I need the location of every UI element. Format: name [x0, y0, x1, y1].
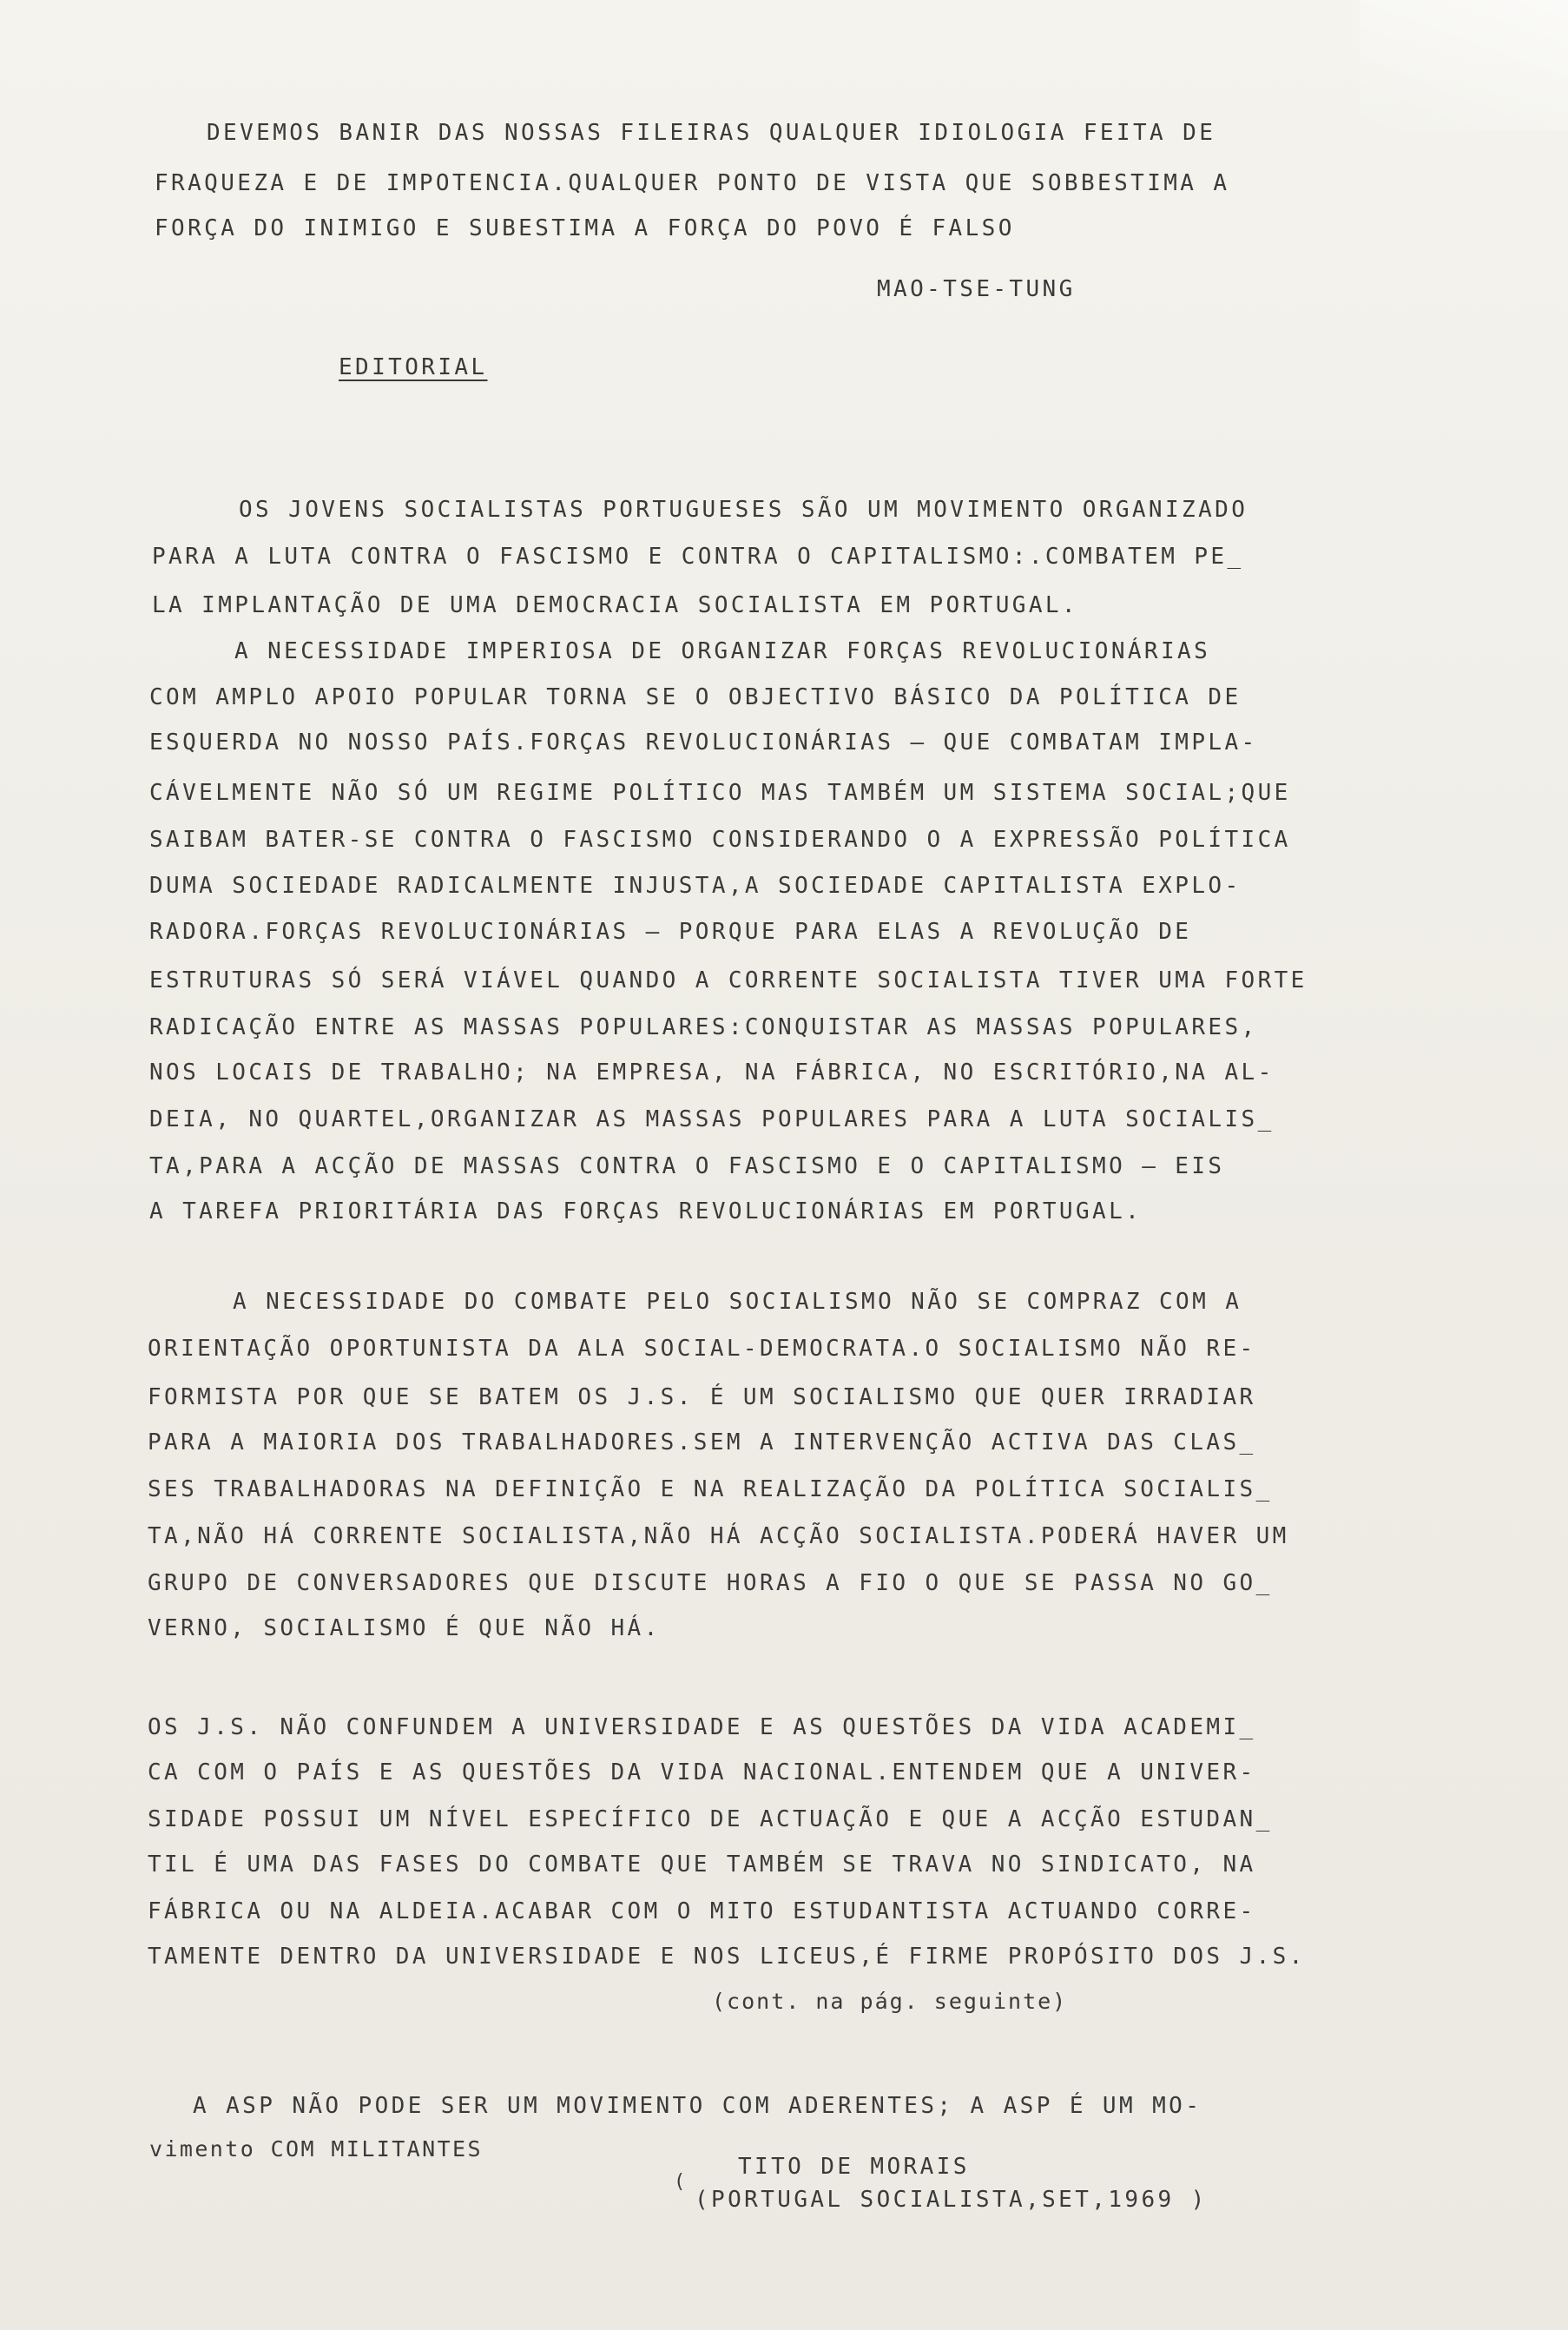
text-line: GRUPO DE CONVERSADORES QUE DISCUTE HORAS A FIO O QUE SE PASSA NO GO_: [148, 1570, 1273, 1596]
text-line: TA,NÃO HÁ CORRENTE SOCIALISTA,NÃO HÁ ACÇÃO SOCIALISTA.PODERÁ HAVER UM: [148, 1523, 1289, 1549]
editorial-heading: EDITORIAL: [339, 354, 488, 380]
text-line: CÁVELMENTE NÃO SÓ UM REGIME POLÍTICO MAS TAMBÉM UM SISTEMA SOCIAL;QUE: [149, 780, 1291, 806]
text-line: COM AMPLO APOIO POPULAR TORNA SE O OBJECTIVO BÁSICO DA POLÍTICA DE: [149, 684, 1242, 710]
text-line: ESQUERDA NO NOSSO PAÍS.FORÇAS REVOLUCIONÁRIAS — QUE COMBATAM IMPLA-: [149, 729, 1258, 756]
quote-line: A ASP NÃO PODE SER UM MOVIMENTO COM ADERENTES; A ASP É UM MO-: [193, 2093, 1202, 2119]
text-line: RADORA.FORÇAS REVOLUCIONÁRIAS — PORQUE PARA ELAS A REVOLUÇÃO DE: [149, 919, 1192, 945]
epigraph-line: FORÇA DO INIMIGO E SUBESTIMA A FORÇA DO POVO É FALSO: [155, 215, 1015, 241]
quote-bracket: (: [674, 2171, 688, 2193]
text-line: RADICAÇÃO ENTRE AS MASSAS POPULARES:CONQUISTAR AS MASSAS POPULARES,: [149, 1014, 1258, 1040]
text-line: ORIENTAÇÃO OPORTUNISTA DA ALA SOCIAL-DEMOCRATA.O SOCIALISMO NÃO RE-: [148, 1336, 1256, 1362]
quote-source: (PORTUGAL SOCIALISTA,SET,1969 ): [695, 2187, 1208, 2213]
text-line: TA,PARA A ACÇÃO DE MASSAS CONTRA O FASCISMO E O CAPITALISMO — EIS: [149, 1153, 1225, 1179]
text-line: VERNO, SOCIALISMO É QUE NÃO HÁ.: [148, 1615, 661, 1641]
text-line: DEIA, NO QUARTEL,ORGANIZAR AS MASSAS POPULARES PARA A LUTA SOCIALIS_: [149, 1106, 1275, 1132]
epigraph-line: DEVEMOS BANIR DAS NOSSAS FILEIRAS QUALQUER IDIOLOGIA FEITA DE: [207, 120, 1216, 146]
text-line: SAIBAM BATER-SE CONTRA O FASCISMO CONSIDERANDO O A EXPRESSÃO POLÍTICA: [149, 827, 1291, 853]
text-line: A NECESSIDADE IMPERIOSA DE ORGANIZAR FORÇAS REVOLUCIONÁRIAS: [234, 638, 1211, 664]
quote-author: TITO DE MORAIS: [738, 2154, 970, 2180]
epigraph-author: MAO-TSE-TUNG: [877, 276, 1076, 302]
epigraph-line: FRAQUEZA E DE IMPOTENCIA.QUALQUER PONTO DE VISTA QUE SOBBESTIMA A: [155, 170, 1230, 196]
text-line: FORMISTA POR QUE SE BATEM OS J.S. É UM SOCIALISMO QUE QUER IRRADIAR: [148, 1384, 1256, 1410]
continuation-note: (cont. na pág. seguinte): [712, 1989, 1068, 2014]
text-line: NOS LOCAIS DE TRABALHO; NA EMPRESA, NA FÁBRICA, NO ESCRITÓRIO,NA AL-: [149, 1059, 1275, 1086]
text-line: CA COM O PAÍS E AS QUESTÕES DA VIDA NACIONAL.ENTENDEM QUE A UNIVER-: [148, 1759, 1256, 1785]
text-line: A NECESSIDADE DO COMBATE PELO SOCIALISMO NÃO SE COMPRAZ COM A: [233, 1289, 1242, 1315]
page-corner-shading: [1360, 0, 1568, 130]
text-line: DUMA SOCIEDADE RADICALMENTE INJUSTA,A SOCIEDADE CAPITALISTA EXPLO-: [149, 873, 1242, 899]
quote-line: vimento COM MILITANTES: [149, 2136, 483, 2162]
text-line: TIL É UMA DAS FASES DO COMBATE QUE TAMBÉM SE TRAVA NO SINDICATO, NA: [148, 1851, 1256, 1878]
text-line: TAMENTE DENTRO DA UNIVERSIDADE E NOS LICEUS,É FIRME PROPÓSITO DOS J.S.: [148, 1944, 1306, 1970]
text-line: OS JOVENS SOCIALISTAS PORTUGUESES SÃO UM MOVIMENTO ORGANIZADO: [239, 497, 1248, 523]
text-line: A TAREFA PRIORITÁRIA DAS FORÇAS REVOLUCIONÁRIAS EM PORTUGAL.: [149, 1198, 1143, 1224]
text-line: SIDADE POSSUI UM NÍVEL ESPECÍFICO DE ACTUAÇÃO E QUE A ACÇÃO ESTUDAN_: [148, 1806, 1273, 1832]
text-line: OS J.S. NÃO CONFUNDEM A UNIVERSIDADE E AS QUESTÕES DA VIDA ACADEMI_: [148, 1714, 1256, 1740]
text-line: LA IMPLANTAÇÃO DE UMA DEMOCRACIA SOCIALISTA EM PORTUGAL.: [152, 592, 1078, 618]
text-line: PARA A MAIORIA DOS TRABALHADORES.SEM A INTERVENÇÃO ACTIVA DAS CLAS_: [148, 1429, 1256, 1455]
text-line: PARA A LUTA CONTRA O FASCISMO E CONTRA O CAPITALISMO:.COMBATEM PE_: [152, 544, 1244, 570]
text-line: ESTRUTURAS SÓ SERÁ VIÁVEL QUANDO A CORRENTE SOCIALISTA TIVER UMA FORTE: [149, 967, 1308, 993]
text-line: FÁBRICA OU NA ALDEIA.ACABAR COM O MITO ESTUDANTISTA ACTUANDO CORRE-: [148, 1898, 1256, 1924]
text-line: SES TRABALHADORAS NA DEFINIÇÃO E NA REALIZAÇÃO DA POLÍTICA SOCIALIS_: [148, 1476, 1273, 1502]
